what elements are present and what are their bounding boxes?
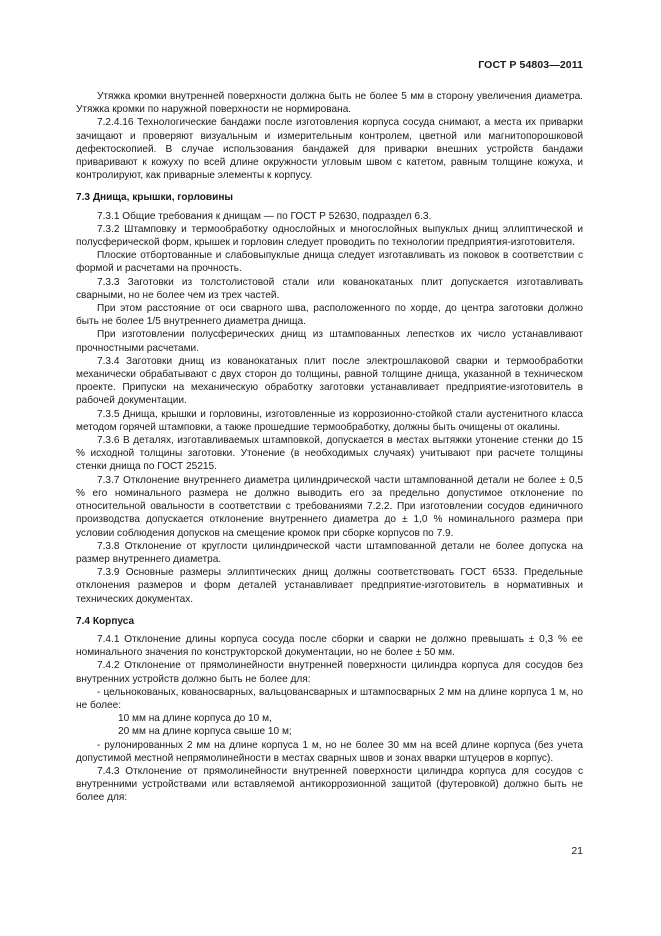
document-code-header: ГОСТ Р 54803—2011 [478,59,583,71]
paragraph: 7.4.3 Отклонение от прямолинейности внутренней поверхности цилиндра корпуса для сосудов с внутренними устройствами или вставляемой антикоррозионной защитой (футеровкой) должно быть не более для: [76,765,583,804]
paragraph: 7.2.4.16 Технологические бандажи после изготовления корпуса сосуда снимают, а места их приварки зачищают и проверяют визуальным и измерительным контролем, цветной или магнитопорошковой дефектоскопией. В случае использования бандажей для приварки внешних устройств бандажи приваривают к кожуху по всей длине окружности угловым швом с катетом, равным толщине кожуха, и контролируют, как приварные элементы к корпусу. [76,117,583,182]
paragraph: 7.4.2 Отклонение от прямолинейности внутренней поверхности цилиндра корпуса для сосудов без внутренних устройств должно быть не более для: [76,660,583,685]
paragraph: 7.3.4 Заготовки днищ из кованокатаных плит после электрошлаковой сварки и термообработки механически обрабатывают с двух сторон до толщины, равной толщине днища, указанной в техническом проекте. Припуски на механическую обработку заготовки устанавливает предприятие-изготовитель в рабочей документации. [76,355,583,407]
list-item: - рулонированных 2 мм на длине корпуса 1 м, но не более 30 мм на всей длине корпуса (без учета допустимой местной непрямолинейности в местах сварных швов и зонах вварки штуцеров в корпус). [76,739,583,764]
paragraph: 7.3.2 Штамповку и термообработку однослойных и многослойных выпуклых днищ эллиптической и полусферической форм, крышек и горловин следует проводить по технологии предприятия-изготовителя. [76,223,583,249]
section-heading-7-4: 7.4 Корпуса [76,615,135,627]
paragraph: 7.3.5 Днища, крышки и горловины, изготовленные из коррозионно-стойкой стали аустенитного класса методом горячей штамповки, а также прошедшие термообработку, должны быть очищены от окалины. [76,408,583,433]
list-subitem: 20 мм на длине корпуса свыше 10 м; [118,726,292,738]
paragraph: 7.4.1 Отклонение длины корпуса сосуда после сборки и сварки не должно превышать ± 0,3 % ее номинального значения по конструкторской документации, но не более ± 50 мм. [76,633,583,659]
list-item: - цельнокованых, кованосварных, вальцовансварных и штампосварных 2 мм на длине корпуса 1 м, но не более: [76,686,583,711]
paragraph: 7.3.6 В деталях, изготавливаемых штамповкой, допускается в местах вытяжки утонение стенки до 15 % исходной толщины заготовки. Утонение (в необходимых случаях) учитывают при расчете толщины стенки днища по ГОСТ 25215. [76,435,583,473]
list-subitem: 10 мм на длине корпуса до 10 м, [118,713,272,725]
paragraph: 7.3.3 Заготовки из толстолистовой стали или кованокатаных плит допускается изготавливать сварными, но не более чем из трех частей. [76,276,583,301]
paragraph: При этом расстояние от оси сварного шва, расположенного по хорде, до центра заготовки должно быть не более 1/5 внутреннего диаметра днища. [76,303,583,328]
paragraph: 7.3.8 Отклонение от круглости цилиндрической части штампованной детали не более допуска на размер внутреннего диаметра. [76,540,583,565]
paragraph: 7.3.7 Отклонение внутреннего диаметра цилиндрической части штампованной детали не более ± 0,5 % его номинального размера не должно выводить его за предельно допустимое отклонение по относительной овальности в соответствии с требованиями 7.2.2. При изготовлении сосудов единичного производства допускается отклонение внутреннего диаметра до ± 1,0 % номинального размера при условии соблюдения допусков на смещение кромок при сборке корпусов по 7.9. [76,474,583,539]
paragraph: При изготовлении полусферических днищ из штампованных лепестков их число устанавливают прочностными расчетами. [76,329,583,354]
paragraph: Утяжка кромки внутренней поверхности должна быть не более 5 мм в сторону увеличения диаметра. Утяжка кромки по наружной поверхности не нормирована. [76,91,583,116]
page-number: 21 [571,845,583,857]
paragraph: Плоские отбортованные и слабовыпуклые днища следует изготавливать из поковок в соответствии с формой и расчетами на прочность. [76,250,583,275]
paragraph: 7.3.9 Основные размеры эллиптических днищ должны соответствовать ГОСТ 6533. Предельные отклонения размеров и форм деталей устанавливает предприятие-изготовитель в нормативных и технических документах. [76,567,583,605]
paragraph: 7.3.1 Общие требования к днищам — по ГОСТ Р 52630, подраздел 6.3. [97,210,432,222]
section-heading-7-3: 7.3 Днища, крышки, горловины [76,192,234,204]
page-body [76,90,583,805]
